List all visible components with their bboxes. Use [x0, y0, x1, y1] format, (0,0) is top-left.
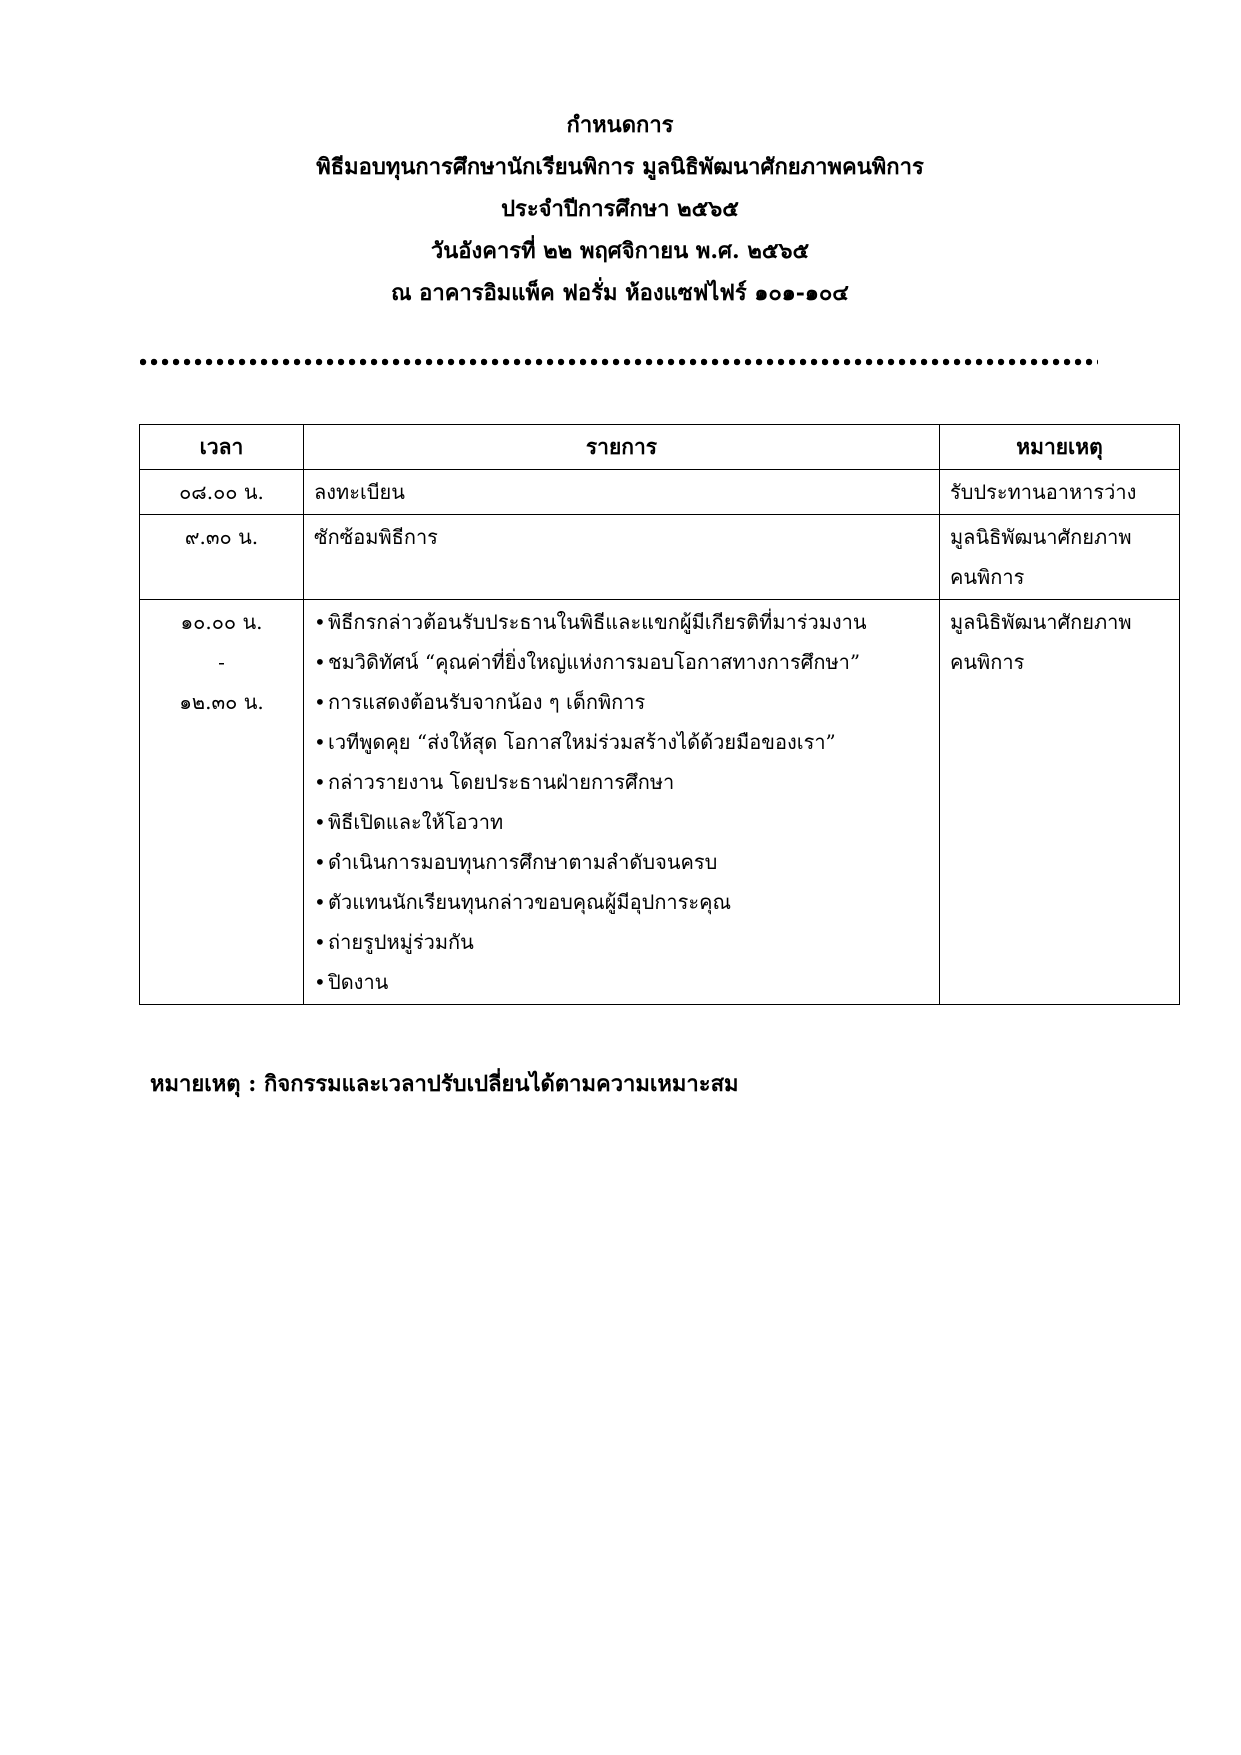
list-item — [314, 842, 931, 882]
note-text: คนพิการ — [950, 650, 1025, 674]
list-item-text: ชมวิดิทัศน์ “คุณค่าที่ยิ่งใหญ่แห่งการมอบโอกาสทางการศึกษา” — [328, 650, 861, 674]
note-cell — [940, 515, 1180, 600]
list-item-text: การแสดงต้อนรับจากน้อง ๆ เด็กพิการ — [328, 690, 646, 714]
document-title: กำหนดการ — [566, 112, 674, 138]
column-header-time: เวลา — [140, 425, 304, 470]
list-item — [314, 962, 931, 1002]
list-item — [314, 922, 931, 962]
list-item — [314, 642, 931, 682]
dotted-separator — [140, 358, 1098, 372]
note-cell — [940, 470, 1180, 515]
academic-year: ประจำปีการศึกษา ๒๕๖๕ — [501, 196, 739, 222]
list-item-text: ดำเนินการมอบทุนการศึกษาตามลำดับจนครบ — [328, 850, 718, 874]
item-cell — [304, 515, 940, 600]
note-cell — [940, 600, 1180, 1005]
footnote: หมายเหตุ : กิจกรรมและเวลาปรับเปลี่ยนได้ตามความเหมาะสม — [150, 1071, 739, 1097]
list-item — [314, 602, 931, 642]
table-row — [140, 515, 1180, 600]
bullet-icon: • — [314, 930, 326, 954]
item-text: ลงทะเบียน — [314, 480, 405, 504]
bullet-icon: • — [314, 970, 326, 994]
bullet-icon: • — [314, 690, 326, 714]
list-item — [314, 722, 931, 762]
column-header-item: รายการ — [304, 425, 940, 470]
table-row — [140, 470, 1180, 515]
note-text: มูลนิธิพัฒนาศักยภาพ — [950, 610, 1132, 634]
time-cell — [140, 515, 304, 600]
bullet-icon: • — [314, 810, 326, 834]
time-text: ๙.๓๐ น. — [184, 525, 259, 549]
bullet-icon: • — [314, 770, 326, 794]
note-text: คนพิการ — [950, 565, 1025, 589]
item-cell — [304, 600, 940, 1005]
event-name: พิธีมอบทุนการศึกษานักเรียนพิการ มูลนิธิพัฒนาศักยภาพคนพิการ — [316, 154, 924, 180]
bullet-icon: • — [314, 730, 326, 754]
list-item-text: กล่าวรายงาน โดยประธานฝ่ายการศึกษา — [328, 770, 675, 794]
list-item-text: เวทีพูดคุย “ส่งให้สุด โอกาสใหม่ร่วมสร้างได้ด้วยมือของเรา” — [328, 730, 836, 754]
item-text: ซักซ้อมพิธีการ — [314, 525, 438, 549]
event-date: วันอังคารที่ ๒๒ พฤศจิกายน พ.ศ. ๒๕๖๕ — [430, 238, 810, 264]
time-cell — [140, 470, 304, 515]
time-cell — [140, 600, 304, 1005]
event-venue: ณ อาคารอิมแพ็ค ฟอรั่ม ห้องแซฟไฟร์ ๑๐๑-๑๐๔ — [391, 280, 849, 306]
list-item — [314, 802, 931, 842]
list-item-text: พิธีกรกล่าวต้อนรับประธานในพิธีและแขกผู้มีเกียรติที่มาร่วมงาน — [328, 610, 867, 634]
table-row — [140, 600, 1180, 1005]
note-text: รับประทานอาหารว่าง — [950, 480, 1137, 504]
bullet-icon: • — [314, 890, 326, 914]
bullet-icon: • — [314, 850, 326, 874]
time-end: ๑๒.๓๐ น. — [179, 690, 264, 714]
list-item-text: พิธีเปิดและให้โอวาท — [328, 810, 504, 834]
document-header — [140, 104, 1100, 314]
list-item-text: ปิดงาน — [328, 970, 389, 994]
time-separator: - — [218, 650, 225, 674]
list-item — [314, 762, 931, 802]
note-text: มูลนิธิพัฒนาศักยภาพ — [950, 525, 1132, 549]
list-item-text: ถ่ายรูปหมู่ร่วมกัน — [328, 930, 474, 954]
list-item — [314, 882, 931, 922]
bullet-icon: • — [314, 650, 326, 674]
column-header-note: หมายเหตุ — [940, 425, 1180, 470]
list-item — [314, 682, 931, 722]
table-header-row — [140, 425, 1180, 470]
bullet-icon: • — [314, 610, 326, 634]
time-text: ๐๘.๐๐ น. — [179, 480, 264, 504]
item-cell — [304, 470, 940, 515]
time-start: ๑๐.๐๐ น. — [180, 610, 263, 634]
list-item-text: ตัวแทนนักเรียนทุนกล่าวขอบคุณผู้มีอุปการะคุณ — [328, 890, 732, 914]
schedule-table — [139, 424, 1180, 1005]
